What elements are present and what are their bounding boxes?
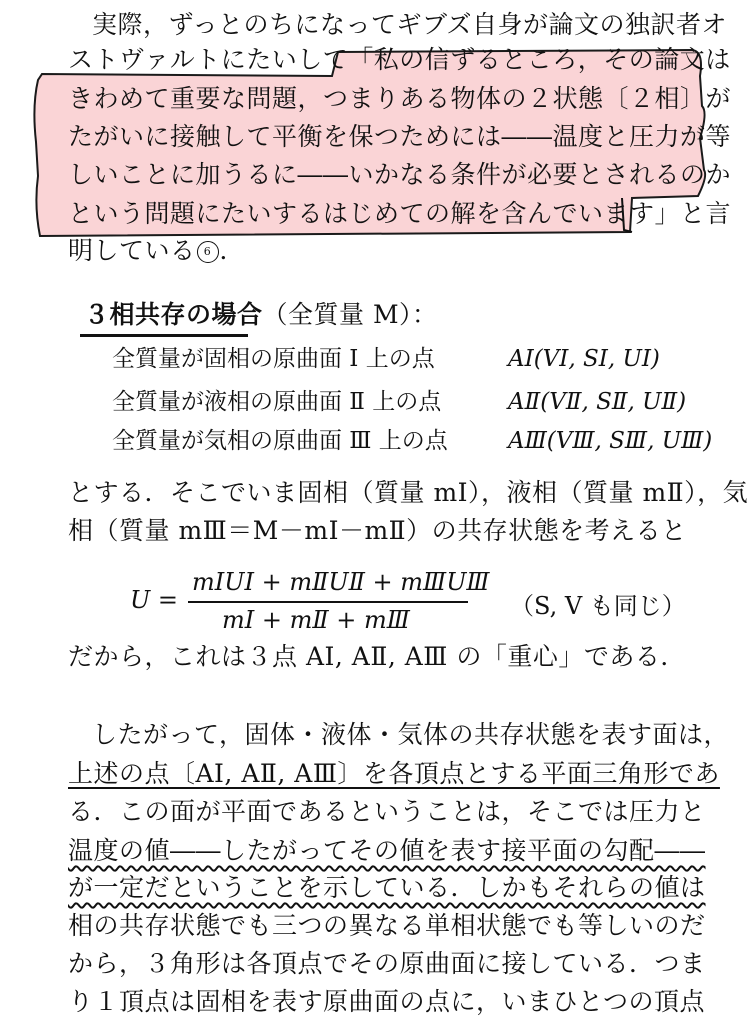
paragraph1-line-5: しいことに加うるに――いかなる条件が必要とされるのか bbox=[68, 160, 732, 189]
formula-fraction-bar bbox=[188, 601, 468, 603]
bracket-pen-mark bbox=[618, 196, 636, 236]
paragraph1-line-1: 実際，ずっとのちになってギブズ自身が論文の独訳者オ bbox=[92, 10, 728, 39]
paragraph1-end-punct: ． bbox=[219, 236, 246, 265]
paragraph4-line-4: 温度の値――したがってその値を表す接平面の勾配―― bbox=[68, 836, 706, 865]
formula-lhs: U = bbox=[130, 586, 178, 614]
section-row-3-point: AⅢ(VⅢ, SⅢ, UⅢ) bbox=[508, 428, 713, 454]
paragraph3-line: だから，これは３点 AⅠ, AⅡ, AⅢ の「重心」である． bbox=[68, 642, 686, 671]
paragraph1-line-2: ストヴァルトにたいして「私の信ずるところ，その論文は bbox=[68, 45, 731, 74]
paragraph4-line-3: る．この面が平面であるということは，そこでは圧力と bbox=[68, 797, 706, 826]
paragraph4-line-8: り１頂点は固相を表す原曲面の点に，いまひとつの頂点 bbox=[68, 987, 706, 1016]
reference-number-circle: 6 bbox=[197, 241, 219, 263]
paragraph2-line-1: とする．そこでいま固相（質量 mⅠ），液相（質量 mⅡ），気 bbox=[68, 478, 749, 507]
heading-underline bbox=[80, 334, 248, 337]
paragraph1-line-3: きわめて重要な問題，つまりある物体の２状態〔２相〕が bbox=[68, 84, 732, 113]
paragraph4-line-1: したがって，固体・液体・気体の共存状態を表す面は， bbox=[92, 720, 730, 749]
section-row-1-text: 全質量が固相の原曲面 Ⅰ 上の点 bbox=[112, 346, 435, 372]
paragraph4-line-2: 上述の点〔AⅠ, AⅡ, AⅢ〕を各頂点とする平面三角形であ bbox=[68, 759, 720, 788]
paragraph1-line-7 bbox=[68, 236, 245, 266]
paragraph1-line-4: たがいに接触して平衡を保つためには――温度と圧力が等 bbox=[68, 122, 732, 151]
section-row-2-point: AⅡ(VⅡ, SⅡ, UⅡ) bbox=[508, 389, 687, 415]
paragraph2-line-2: 相（質量 mⅢ＝M－mⅠ－mⅡ）の共存状態を考えると bbox=[68, 516, 687, 545]
section-row-1-point: AⅠ(VⅠ, SⅠ, UⅠ) bbox=[508, 346, 660, 372]
formula-note: （S, V も同じ） bbox=[510, 592, 686, 620]
formula-denominator: mⅠ + mⅡ + mⅢ bbox=[222, 606, 410, 634]
paragraph1-line-6: という問題にたいするはじめての解を含んでいます」と言 bbox=[68, 199, 732, 228]
formula-numerator: mⅠUⅠ + mⅡUⅡ + mⅢUⅢ bbox=[192, 568, 490, 596]
section-heading-suffix: （全質量 M）： bbox=[262, 300, 438, 329]
paragraph1-line-7-text: 明している bbox=[68, 236, 196, 265]
paragraph4-line-5: が一定だということを示している．しかもそれらの値は bbox=[68, 873, 706, 902]
section-row-3-text: 全質量が気相の原曲面 Ⅲ 上の点 bbox=[112, 428, 448, 454]
paragraph4-line-7: から，３角形は各頂点でその原曲面に接している．つま bbox=[68, 949, 706, 978]
section-heading-title: ３相共存の場合 bbox=[84, 300, 263, 329]
section-row-2-text: 全質量が液相の原曲面 Ⅱ 上の点 bbox=[112, 389, 442, 415]
formula bbox=[130, 568, 690, 632]
paragraph4-line-6: 相の共存状態でも三つの異なる単相状態でも等しいのだ bbox=[68, 911, 706, 940]
section-heading bbox=[84, 300, 438, 330]
